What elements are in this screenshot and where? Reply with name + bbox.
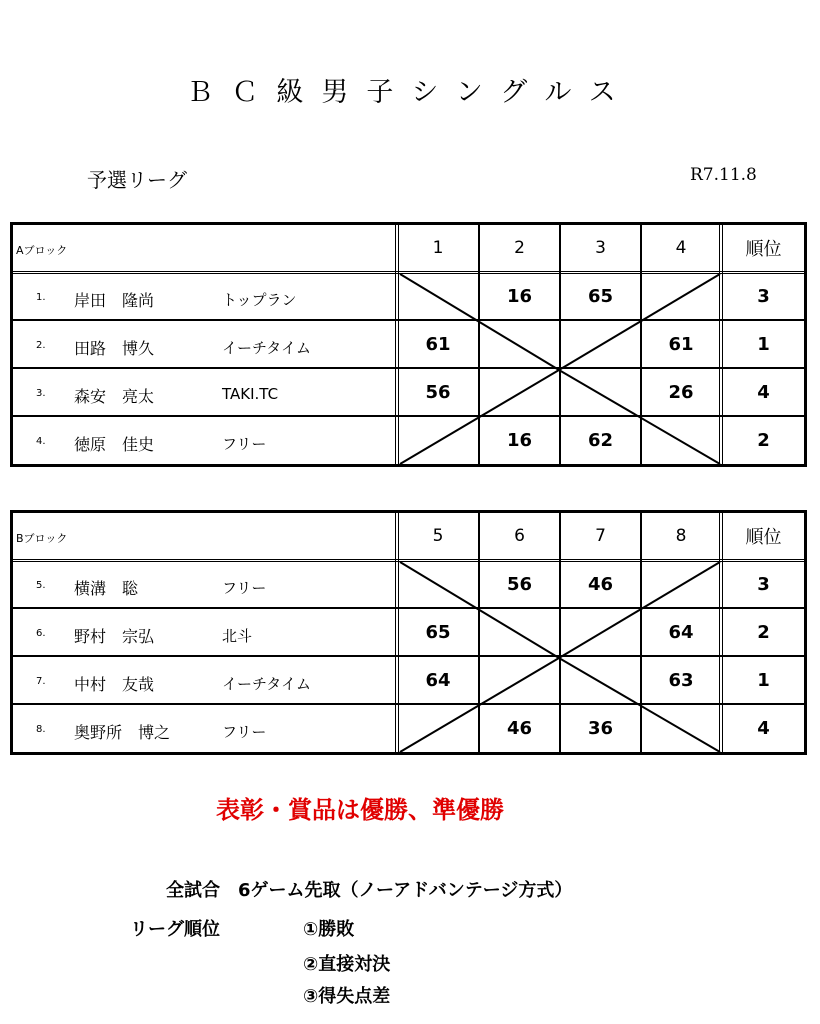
score-cell: 65 [587,286,614,307]
score-cell [398,705,478,752]
criterion-1: ①勝敗 [303,919,355,940]
player-club: イーチタイム [222,339,311,357]
score-cell [642,562,720,607]
score-cell: 16 [506,430,533,451]
criterion-3: ③得失点差 [303,986,391,1007]
player-club: イーチタイム [222,675,311,693]
score-cell [398,417,478,464]
page-title: ＢＣ級男子シングルス [186,77,634,108]
score-cell: 46 [587,574,614,595]
player-name: 中村 友哉 [74,675,155,694]
score-cell [561,657,640,703]
score-cell: 56 [506,574,533,595]
player-club: フリー [222,723,267,741]
score-cell: 61 [668,333,694,355]
col-head-1: 1 [432,238,444,258]
score-cell [480,609,559,655]
player-name: 奥野所 博之 [74,723,171,742]
score-cell: 16 [506,286,533,307]
player-club: フリー [222,435,267,453]
rank-header: 順位 [745,527,782,548]
format-rule: 全試合 6ゲーム先取（ノーアドバンテージ方式） [166,880,573,901]
player-number: 7. [36,676,46,687]
score-cell: 63 [668,669,694,691]
score-cell: 61 [425,333,451,355]
player-number: 4. [36,436,46,447]
player-club: トップラン [222,291,297,309]
col-head-6: 6 [514,526,525,546]
rank-header: 順位 [745,239,782,260]
score-cell [642,417,720,464]
block-b-label: Bブロック [16,532,68,545]
player-number: 1. [36,292,46,303]
player-number: 8. [36,724,46,735]
score-cell [561,321,640,367]
player-number: 3. [36,388,46,399]
col-head-4: 4 [675,238,687,258]
player-name: 横溝 聡 [74,579,139,598]
score-cell [561,609,640,655]
score-cell [561,369,640,415]
score-cell [480,657,559,703]
col-head-7: 7 [595,526,606,546]
rank-cell: 1 [757,333,770,355]
rank-cell: 2 [757,621,770,643]
score-cell [398,274,478,319]
score-cell: 64 [425,669,451,691]
score-cell [398,562,478,607]
player-name: 岸田 隆尚 [74,291,155,310]
player-club: 北斗 [222,627,253,645]
award-notice: 表彰・賞品は優勝、準優勝 [216,796,504,824]
col-head-5: 5 [432,526,444,546]
player-number: 2. [36,340,46,351]
rank-cell: 4 [757,718,770,739]
rank-cell: 1 [757,669,770,691]
date: R7.11.8 [690,165,757,185]
score-cell: 65 [425,621,451,643]
score-cell [480,321,559,367]
block-a-label: Aブロック [16,244,68,257]
score-cell: 64 [668,621,694,643]
criterion-2: ②直接対決 [303,954,391,975]
score-cell: 26 [668,381,694,403]
score-cell: 56 [425,381,451,403]
player-name: 徳原 佳史 [74,435,155,454]
col-head-2: 2 [514,238,525,258]
score-cell [480,369,559,415]
col-head-3: 3 [595,238,606,258]
player-name: 田路 博久 [74,339,155,358]
rank-cell: 2 [757,430,770,451]
score-cell: 36 [587,718,614,739]
score-cell: 62 [587,430,614,451]
score-cell [642,705,720,752]
player-number: 5. [36,580,46,591]
rank-cell: 3 [757,574,770,595]
col-head-8: 8 [675,526,687,546]
subtitle: 予選リーグ [87,168,187,192]
rank-cell: 4 [757,381,770,403]
player-club: フリー [222,579,267,597]
player-number: 6. [36,628,46,639]
score-cell: 46 [506,718,533,739]
league-order-label: リーグ順位 [130,919,220,940]
rank-cell: 3 [757,286,770,307]
player-club: TAKI.TC [222,385,279,403]
score-cell [642,274,720,319]
player-name: 森安 亮太 [74,387,155,406]
player-name: 野村 宗弘 [74,627,155,646]
